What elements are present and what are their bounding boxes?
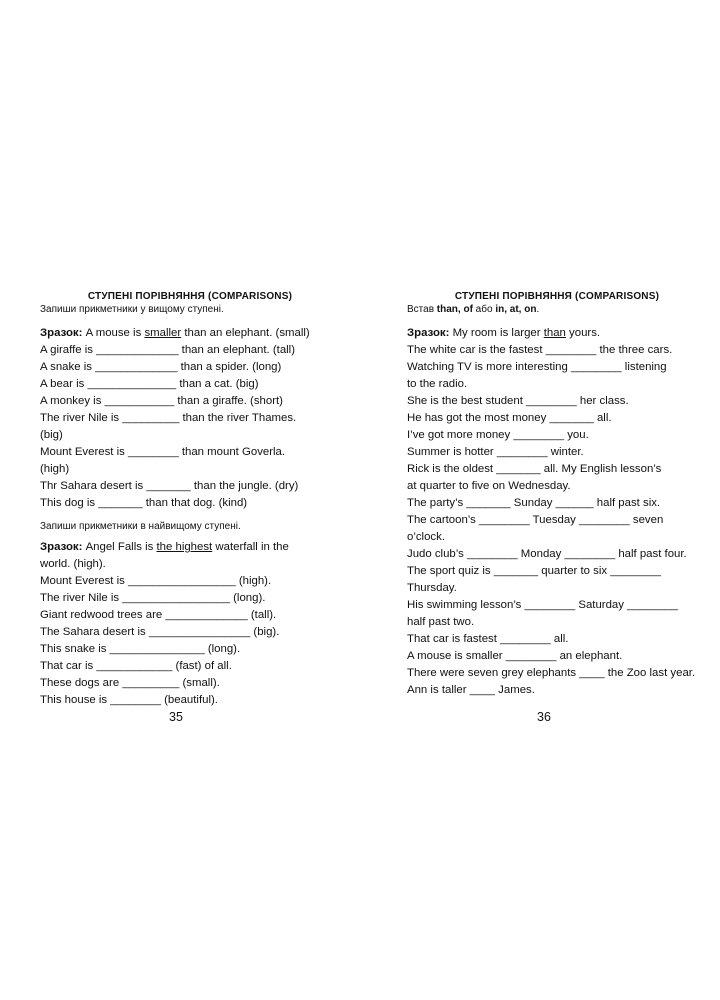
exercise-line: Summer is hotter ________ winter. bbox=[407, 446, 584, 458]
sample-text: than an elephant. (small) bbox=[181, 327, 310, 339]
left-sample-2 bbox=[40, 539, 340, 556]
exercise-line: Ann is taller ____ James. bbox=[407, 684, 535, 696]
exercise-line: Giant redwood trees are _____________ (tall). bbox=[40, 609, 277, 621]
exercise-line: A mouse is smaller ________ an elephant. bbox=[407, 650, 623, 662]
sample-highlight: than bbox=[543, 327, 566, 339]
exercise-line: Mount Everest is ________ than mount Goverla. bbox=[40, 446, 286, 458]
exercise-line: The cartoon’s ________ Tuesday ________ seven bbox=[407, 514, 664, 526]
exercise-line: This dog is _______ than that dog. (kind) bbox=[40, 497, 248, 509]
exercise-line: I’ve got more money ________ you. bbox=[407, 429, 589, 441]
exercise-line: These dogs are _________ (small). bbox=[40, 677, 220, 689]
page-number-left: 35 bbox=[169, 710, 183, 724]
exercise-line: This house is ________ (beautiful). bbox=[40, 694, 218, 706]
exercise-line: Thursday. bbox=[407, 582, 457, 594]
exercise-line: A bear is ______________ than a cat. (big) bbox=[40, 378, 259, 390]
page-number-right: 36 bbox=[537, 710, 551, 724]
instruction-text: . bbox=[536, 304, 540, 315]
sample-text: My room is larger bbox=[449, 327, 544, 339]
exercise-line: He has got the most money _______ all. bbox=[407, 412, 612, 424]
sample-text: Angel Falls is bbox=[82, 541, 157, 553]
exercise-line: Watching TV is more interesting ________ listening bbox=[407, 361, 667, 373]
exercise-line: A monkey is ___________ than a giraffe. (short) bbox=[40, 395, 283, 407]
exercise-line: His swimming lesson’s ________ Saturday ________ bbox=[407, 599, 678, 611]
exercise-line: This snake is _______________ (long). bbox=[40, 643, 241, 655]
exercise-line: to the radio. bbox=[407, 378, 468, 390]
exercise-line: Rick is the oldest _______ all. My English lesson’s bbox=[407, 463, 662, 475]
sample-text: yours. bbox=[565, 327, 601, 339]
sample-highlight: smaller bbox=[144, 327, 182, 339]
sample-continuation: world. (high). bbox=[40, 558, 106, 570]
exercise-line: There were seven grey elephants ____ the Zoo last year. bbox=[407, 667, 696, 679]
instruction-bold: in, at, on bbox=[495, 304, 537, 315]
exercise-line: The party’s _______ Sunday ______ half past six. bbox=[407, 497, 661, 509]
exercise-line: That car is fastest ________ all. bbox=[407, 633, 569, 645]
exercise-line: She is the best student ________ her class. bbox=[407, 395, 629, 407]
exercise-line: The white car is the fastest ________ the three cars. bbox=[407, 344, 673, 356]
left-exercise-list bbox=[40, 325, 340, 512]
exercise-line: The sport quiz is _______ quarter to six ________ bbox=[407, 565, 661, 577]
exercise-line: A giraffe is _____________ than an elephant. (tall) bbox=[40, 344, 296, 356]
sample-text: waterfall in the bbox=[212, 541, 289, 553]
exercise-line: A snake is _____________ than a spider. (long) bbox=[40, 361, 282, 373]
left-page bbox=[40, 290, 340, 709]
left-page-title: СТУПЕНІ ПОРІВНЯННЯ (COMPARISONS) bbox=[87, 291, 293, 302]
instruction-text: Встав bbox=[407, 304, 437, 315]
exercise-line: Thr Sahara desert is _______ than the jungle. (dry) bbox=[40, 480, 299, 492]
sample-label: Зразок: bbox=[407, 327, 450, 339]
instruction-bold: than, of bbox=[436, 304, 473, 315]
sample-highlight: the highest bbox=[156, 541, 213, 553]
exercise-line: (high) bbox=[40, 463, 70, 475]
right-page-title: СТУПЕНІ ПОРІВНЯННЯ (COMPARISONS) bbox=[454, 291, 660, 302]
exercise-line: The river Nile is _________________ (long). bbox=[40, 592, 266, 604]
exercise-line: at quarter to five on Wednesday. bbox=[407, 480, 571, 492]
exercise-line: That car is ____________ (fast) of all. bbox=[40, 660, 232, 672]
left-instruction-2: Запиши прикметники в найвищому ступені. bbox=[40, 521, 241, 532]
exercise-line: Judo club’s ________ Monday ________ half past four. bbox=[407, 548, 687, 560]
right-sample bbox=[407, 325, 707, 342]
exercise-line: half past two. bbox=[407, 616, 475, 628]
exercise-line: The river Nile is _________ than the river Thames. bbox=[40, 412, 297, 424]
left-sample bbox=[40, 325, 340, 342]
sample-label: Зразок: bbox=[40, 541, 83, 553]
sample-label: Зразок: bbox=[40, 327, 83, 339]
right-page bbox=[407, 290, 707, 699]
left-instruction: Запиши прикметники у вищому ступені. bbox=[40, 304, 224, 315]
right-instruction bbox=[407, 303, 707, 316]
exercise-line: (big) bbox=[40, 429, 63, 441]
right-exercise-list bbox=[407, 325, 707, 699]
exercise-line: o’clock. bbox=[407, 531, 445, 543]
sample-text: A mouse is bbox=[82, 327, 145, 339]
exercise-line: Mount Everest is _________________ (high). bbox=[40, 575, 272, 587]
exercise-line: The Sahara desert is ________________ (big). bbox=[40, 626, 280, 638]
left-exercise-list-2 bbox=[40, 539, 340, 709]
instruction-text: або bbox=[472, 304, 496, 315]
